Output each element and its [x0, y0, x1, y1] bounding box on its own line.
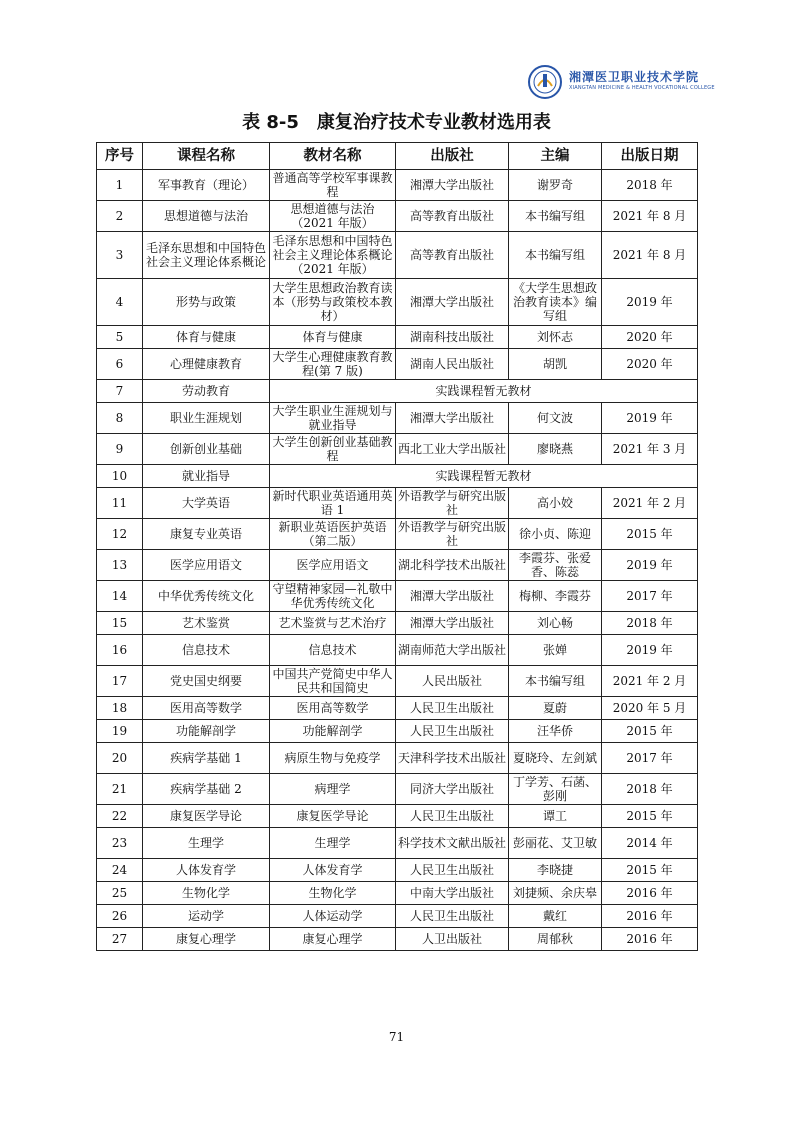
column-header: 序号	[97, 143, 143, 170]
cell-publisher: 中南大学出版社	[396, 882, 509, 905]
cell-course-name: 心理健康教育	[143, 349, 270, 380]
cell-number: 1	[97, 170, 143, 201]
table-row	[97, 828, 698, 859]
table-row	[97, 201, 698, 232]
cell-publish-date: 2020 年 5 月	[602, 697, 698, 720]
cell-textbook-name: 康复心理学	[270, 928, 396, 951]
cell-course-name: 康复专业英语	[143, 519, 270, 550]
cell-publisher: 高等教育出版社	[396, 232, 509, 279]
cell-publish-date: 2018 年	[602, 774, 698, 805]
cell-number: 26	[97, 905, 143, 928]
table-row	[97, 465, 698, 488]
cell-textbook-name: 大学生心理健康教育教程(第 7 版)	[270, 349, 396, 380]
table-row	[97, 720, 698, 743]
cell-textbook-name: 生物化学	[270, 882, 396, 905]
table-row	[97, 349, 698, 380]
cell-textbook-name: 医用高等数学	[270, 697, 396, 720]
cell-publisher: 湘潭大学出版社	[396, 612, 509, 635]
column-header: 主编	[509, 143, 602, 170]
cell-course-name: 医学应用语文	[143, 550, 270, 581]
cell-publisher: 科学技术文献出版社	[396, 828, 509, 859]
cell-publisher: 人民卫生出版社	[396, 697, 509, 720]
cell-textbook-name: 艺术鉴赏与艺术治疗	[270, 612, 396, 635]
cell-course-name: 劳动教育	[143, 380, 270, 403]
cell-textbook-name: 体育与健康	[270, 326, 396, 349]
table-row	[97, 434, 698, 465]
cell-editor: 李霞芬、张爱香、陈蕊	[509, 550, 602, 581]
cell-number: 10	[97, 465, 143, 488]
cell-textbook-name: 病理学	[270, 774, 396, 805]
cell-number: 27	[97, 928, 143, 951]
cell-number: 2	[97, 201, 143, 232]
cell-course-name: 医用高等数学	[143, 697, 270, 720]
cell-publish-date: 2021 年 8 月	[602, 201, 698, 232]
cell-textbook-name: 新职业英语医护英语（第二版）	[270, 519, 396, 550]
cell-number: 8	[97, 403, 143, 434]
cell-publish-date: 2016 年	[602, 928, 698, 951]
cell-course-name: 党史国史纲要	[143, 666, 270, 697]
cell-course-name: 生理学	[143, 828, 270, 859]
cell-publisher: 湖南科技出版社	[396, 326, 509, 349]
table-row	[97, 232, 698, 279]
table-row	[97, 326, 698, 349]
cell-number: 4	[97, 279, 143, 326]
cell-editor: 何文波	[509, 403, 602, 434]
cell-publish-date: 2019 年	[602, 635, 698, 666]
cell-publisher: 人民卫生出版社	[396, 859, 509, 882]
cell-publisher: 湖北科学技术出版社	[396, 550, 509, 581]
cell-publish-date: 2014 年	[602, 828, 698, 859]
cell-course-name: 体育与健康	[143, 326, 270, 349]
cell-course-name: 毛泽东思想和中国特色社会主义理论体系概论	[143, 232, 270, 279]
cell-publish-date: 2018 年	[602, 612, 698, 635]
cell-publish-date: 2015 年	[602, 720, 698, 743]
cell-number: 17	[97, 666, 143, 697]
cell-course-name: 大学英语	[143, 488, 270, 519]
cell-number: 18	[97, 697, 143, 720]
table-row	[97, 635, 698, 666]
table-row	[97, 403, 698, 434]
cell-textbook-name: 中国共产党简史中华人民共和国简史	[270, 666, 396, 697]
cell-publish-date: 2017 年	[602, 581, 698, 612]
textbook-table	[96, 142, 698, 951]
cell-course-name: 人体发育学	[143, 859, 270, 882]
table-row	[97, 697, 698, 720]
cell-publisher: 同济大学出版社	[396, 774, 509, 805]
cell-textbook-name: 大学生职业生涯规划与就业指导	[270, 403, 396, 434]
cell-textbook-name: 人体运动学	[270, 905, 396, 928]
cell-publish-date: 2017 年	[602, 743, 698, 774]
cell-number: 13	[97, 550, 143, 581]
cell-number: 16	[97, 635, 143, 666]
cell-textbook-name: 普通高等学校军事课教程	[270, 170, 396, 201]
cell-publish-date: 2021 年 2 月	[602, 488, 698, 519]
cell-merged-note: 实践课程暂无教材	[270, 465, 698, 488]
cell-editor: 丁学芳、石菡、彭刚	[509, 774, 602, 805]
cell-course-name: 思想道德与法治	[143, 201, 270, 232]
cell-textbook-name: 人体发育学	[270, 859, 396, 882]
cell-course-name: 康复心理学	[143, 928, 270, 951]
table-header-row	[97, 143, 698, 170]
cell-number: 22	[97, 805, 143, 828]
cell-number: 9	[97, 434, 143, 465]
cell-editor: 本书编写组	[509, 666, 602, 697]
cell-course-name: 疾病学基础 2	[143, 774, 270, 805]
cell-course-name: 形势与政策	[143, 279, 270, 326]
cell-textbook-name: 大学生创新创业基础教程	[270, 434, 396, 465]
cell-publish-date: 2021 年 2 月	[602, 666, 698, 697]
column-header: 出版社	[396, 143, 509, 170]
cell-editor: 刘心畅	[509, 612, 602, 635]
cell-textbook-name: 康复医学导论	[270, 805, 396, 828]
cell-publish-date: 2015 年	[602, 519, 698, 550]
cell-editor: 谭工	[509, 805, 602, 828]
cell-editor: 戴红	[509, 905, 602, 928]
cell-number: 20	[97, 743, 143, 774]
cell-editor: 徐小贞、陈迎	[509, 519, 602, 550]
table-row	[97, 743, 698, 774]
cell-publisher: 湖南人民出版社	[396, 349, 509, 380]
cell-textbook-name: 信息技术	[270, 635, 396, 666]
cell-publisher: 湘潭大学出版社	[396, 581, 509, 612]
cell-textbook-name: 大学生思想政治教育读本（形势与政策校本教材）	[270, 279, 396, 326]
cell-editor: 胡凯	[509, 349, 602, 380]
cell-course-name: 信息技术	[143, 635, 270, 666]
cell-publisher: 湘潭大学出版社	[396, 403, 509, 434]
table-row	[97, 882, 698, 905]
cell-publisher: 湘潭大学出版社	[396, 279, 509, 326]
cell-publish-date: 2019 年	[602, 550, 698, 581]
cell-editor: 周郁秋	[509, 928, 602, 951]
cell-course-name: 职业生涯规划	[143, 403, 270, 434]
cell-editor: 《大学生思想政治教育读本》编写组	[509, 279, 602, 326]
cell-course-name: 军事教育（理论）	[143, 170, 270, 201]
cell-publisher: 天津科学技术出版社	[396, 743, 509, 774]
cell-publish-date: 2019 年	[602, 279, 698, 326]
table-row	[97, 581, 698, 612]
cell-publisher: 人卫出版社	[396, 928, 509, 951]
table-row	[97, 859, 698, 882]
cell-editor: 汪华侨	[509, 720, 602, 743]
logo-text: 湘潭医卫职业技术学院	[569, 70, 700, 84]
cell-editor: 本书编写组	[509, 232, 602, 279]
cell-publisher: 高等教育出版社	[396, 201, 509, 232]
cell-publish-date: 2016 年	[602, 905, 698, 928]
cell-number: 3	[97, 232, 143, 279]
page-number: 71	[388, 1030, 405, 1044]
cell-number: 25	[97, 882, 143, 905]
column-header: 出版日期	[602, 143, 698, 170]
cell-publish-date: 2015 年	[602, 859, 698, 882]
cell-publish-date: 2018 年	[602, 170, 698, 201]
cell-course-name: 功能解剖学	[143, 720, 270, 743]
cell-number: 24	[97, 859, 143, 882]
cell-number: 11	[97, 488, 143, 519]
table-row	[97, 666, 698, 697]
cell-publish-date: 2016 年	[602, 882, 698, 905]
cell-number: 21	[97, 774, 143, 805]
cell-editor: 廖晓燕	[509, 434, 602, 465]
table-row	[97, 612, 698, 635]
cell-publisher: 外语教学与研究出版社	[396, 519, 509, 550]
cell-number: 7	[97, 380, 143, 403]
table-row	[97, 519, 698, 550]
table-row	[97, 774, 698, 805]
cell-publisher: 人民出版社	[396, 666, 509, 697]
column-header: 教材名称	[270, 143, 396, 170]
cell-course-name: 康复医学导论	[143, 805, 270, 828]
cell-publisher: 湖南师范大学出版社	[396, 635, 509, 666]
cell-editor: 夏蔚	[509, 697, 602, 720]
cell-publish-date: 2021 年 8 月	[602, 232, 698, 279]
cell-merged-note: 实践课程暂无教材	[270, 380, 698, 403]
cell-editor: 李晓捷	[509, 859, 602, 882]
cell-editor: 梅柳、李霞芬	[509, 581, 602, 612]
cell-editor: 高小姣	[509, 488, 602, 519]
college-logo	[527, 64, 715, 100]
cell-textbook-name: 守望精神家园—礼敬中华优秀传统文化	[270, 581, 396, 612]
cell-number: 14	[97, 581, 143, 612]
cell-textbook-name: 思想道德与法治（2021 年版）	[270, 201, 396, 232]
cell-course-name: 中华优秀传统文化	[143, 581, 270, 612]
cell-publish-date: 2015 年	[602, 805, 698, 828]
cell-publish-date: 2019 年	[602, 403, 698, 434]
column-header: 课程名称	[143, 143, 270, 170]
cell-editor: 彭丽花、艾卫敏	[509, 828, 602, 859]
table-row	[97, 279, 698, 326]
cell-course-name: 疾病学基础 1	[143, 743, 270, 774]
cell-publisher: 人民卫生出版社	[396, 720, 509, 743]
cell-textbook-name: 新时代职业英语通用英语 1	[270, 488, 396, 519]
cell-publish-date: 2021 年 3 月	[602, 434, 698, 465]
table-row	[97, 170, 698, 201]
cell-publisher: 人民卫生出版社	[396, 905, 509, 928]
cell-editor: 谢罗奇	[509, 170, 602, 201]
cell-number: 23	[97, 828, 143, 859]
table-row	[97, 905, 698, 928]
table-row	[97, 928, 698, 951]
cell-textbook-name: 毛泽东思想和中国特色社会主义理论体系概论（2021 年版）	[270, 232, 396, 279]
cell-publish-date: 2020 年	[602, 326, 698, 349]
cell-number: 5	[97, 326, 143, 349]
page-title: 表 8-5 康复治疗技术专业教材选用表	[242, 112, 551, 133]
cell-editor: 刘捷频、余庆皋	[509, 882, 602, 905]
cell-number: 6	[97, 349, 143, 380]
cell-publish-date: 2020 年	[602, 349, 698, 380]
cell-publisher: 外语教学与研究出版社	[396, 488, 509, 519]
cell-textbook-name: 病原生物与免疫学	[270, 743, 396, 774]
cell-number: 19	[97, 720, 143, 743]
cell-course-name: 就业指导	[143, 465, 270, 488]
cell-course-name: 运动学	[143, 905, 270, 928]
cell-textbook-name: 医学应用语文	[270, 550, 396, 581]
cell-course-name: 艺术鉴赏	[143, 612, 270, 635]
cell-editor: 本书编写组	[509, 201, 602, 232]
cell-course-name: 生物化学	[143, 882, 270, 905]
cell-number: 12	[97, 519, 143, 550]
cell-publisher: 西北工业大学出版社	[396, 434, 509, 465]
cell-number: 15	[97, 612, 143, 635]
logo-subtext: XIANGTAN MEDICINE & HEALTH VOCATIONAL COLLEGE	[569, 85, 715, 91]
table-row	[97, 550, 698, 581]
cell-publisher: 湘潭大学出版社	[396, 170, 509, 201]
cell-course-name: 创新创业基础	[143, 434, 270, 465]
table-row	[97, 488, 698, 519]
table-row	[97, 805, 698, 828]
table-body	[97, 170, 698, 951]
cell-publisher: 人民卫生出版社	[396, 805, 509, 828]
cell-textbook-name: 功能解剖学	[270, 720, 396, 743]
cell-editor: 夏晓玲、左剑斌	[509, 743, 602, 774]
table-row	[97, 380, 698, 403]
cell-editor: 张婵	[509, 635, 602, 666]
cell-editor: 刘怀志	[509, 326, 602, 349]
college-emblem-icon	[527, 64, 565, 100]
cell-textbook-name: 生理学	[270, 828, 396, 859]
